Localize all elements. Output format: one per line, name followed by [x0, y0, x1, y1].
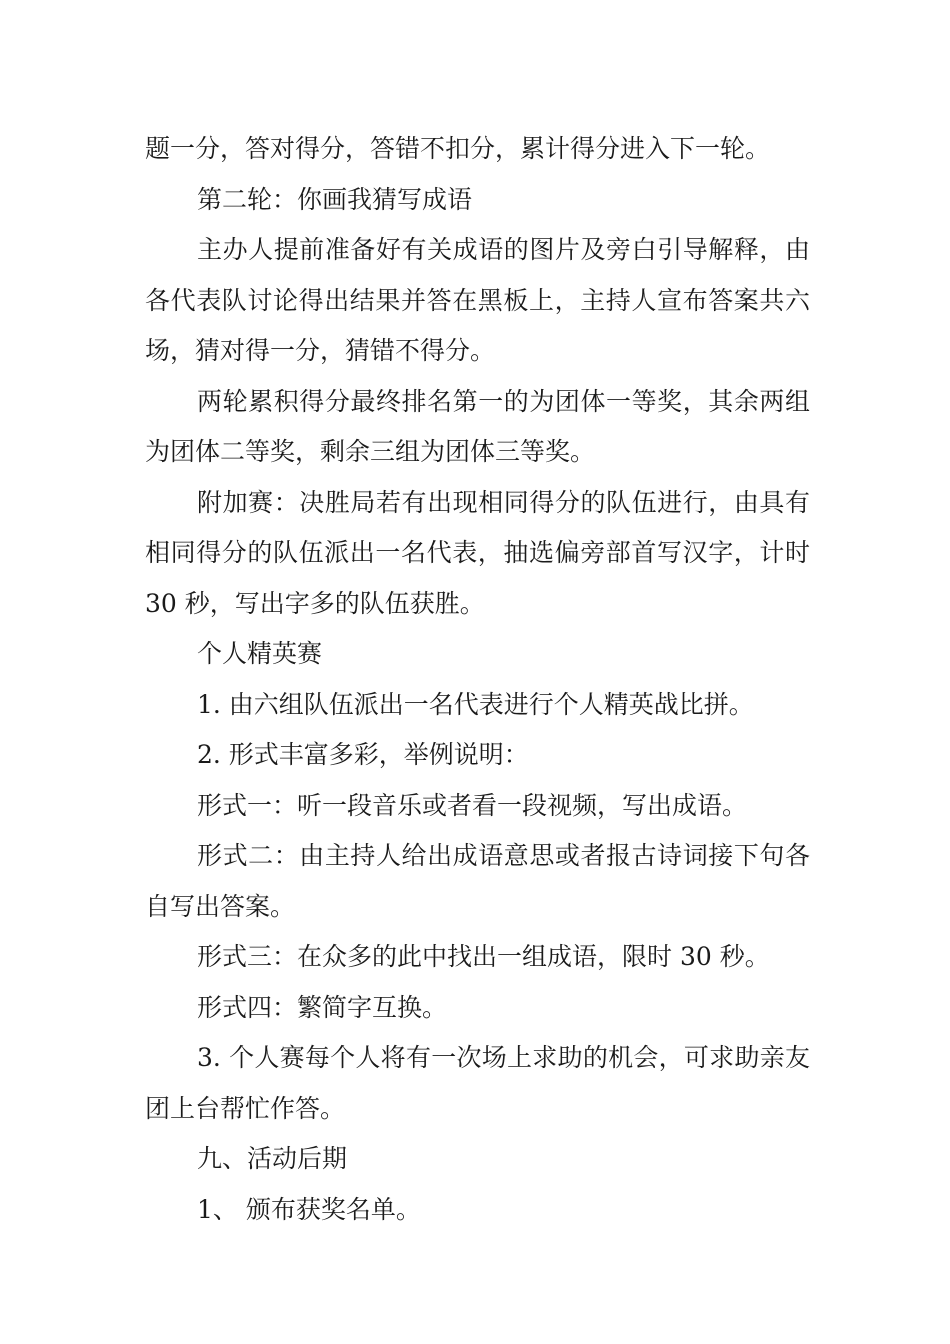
heading-individual-contest: 个人精英赛: [197, 639, 323, 668]
paragraph-format-three: 形式三：在众多的此中找出一组成语，限时 30 秒。: [197, 942, 770, 971]
list-item-individual-1: 1. 由六组队伍派出一名代表进行个人精英战比拼。: [197, 689, 754, 719]
paragraph-round-two-rules: 主办人提前准备好有关成语的图片及旁白引导解释，由各代表队讨论得出结果并答在黑板上，主持人宣布答案共六场，猜对得一分，猜错不得分。: [145, 235, 810, 365]
paragraph-format-four: 形式四：繁简字互换。: [197, 992, 448, 1022]
list-item-individual-3: 3. 个人赛每个人将有一次场上求助的机会，可求助亲友团上台帮忙作答。: [145, 1043, 810, 1123]
heading-post-activity: 九、活动后期: [197, 1144, 348, 1173]
paragraph-scoring-rule: 题一分，答对得分，答错不扣分，累计得分进入下一轮。: [145, 134, 771, 163]
list-item-post-activity-1: 1、 颁布获奖名单。: [197, 1194, 421, 1224]
paragraph-team-awards: 两轮累积得分最终排名第一的为团体一等奖，其余两组为团体二等奖，剩余三组为团体三等奖。: [145, 386, 810, 466]
paragraph-format-one: 形式一：听一段音乐或者看一段视频，写出成语。: [197, 790, 748, 820]
list-item-individual-2: 2. 形式丰富多彩，举例说明：: [197, 740, 529, 769]
paragraph-tiebreaker: 附加赛：决胜局若有出现相同得分的队伍进行，由具有相同得分的队伍派出一名代表，抽选偏旁部首写汉字，计时 30 秒，写出字多的队伍获胜。: [145, 487, 810, 618]
heading-round-two: 第二轮：你画我猜写成语: [197, 184, 473, 214]
document-body: [145, 124, 810, 1235]
paragraph-format-two: 形式二：由主持人给出成语意思或者报古诗词接下句各自写出答案。: [145, 841, 810, 921]
